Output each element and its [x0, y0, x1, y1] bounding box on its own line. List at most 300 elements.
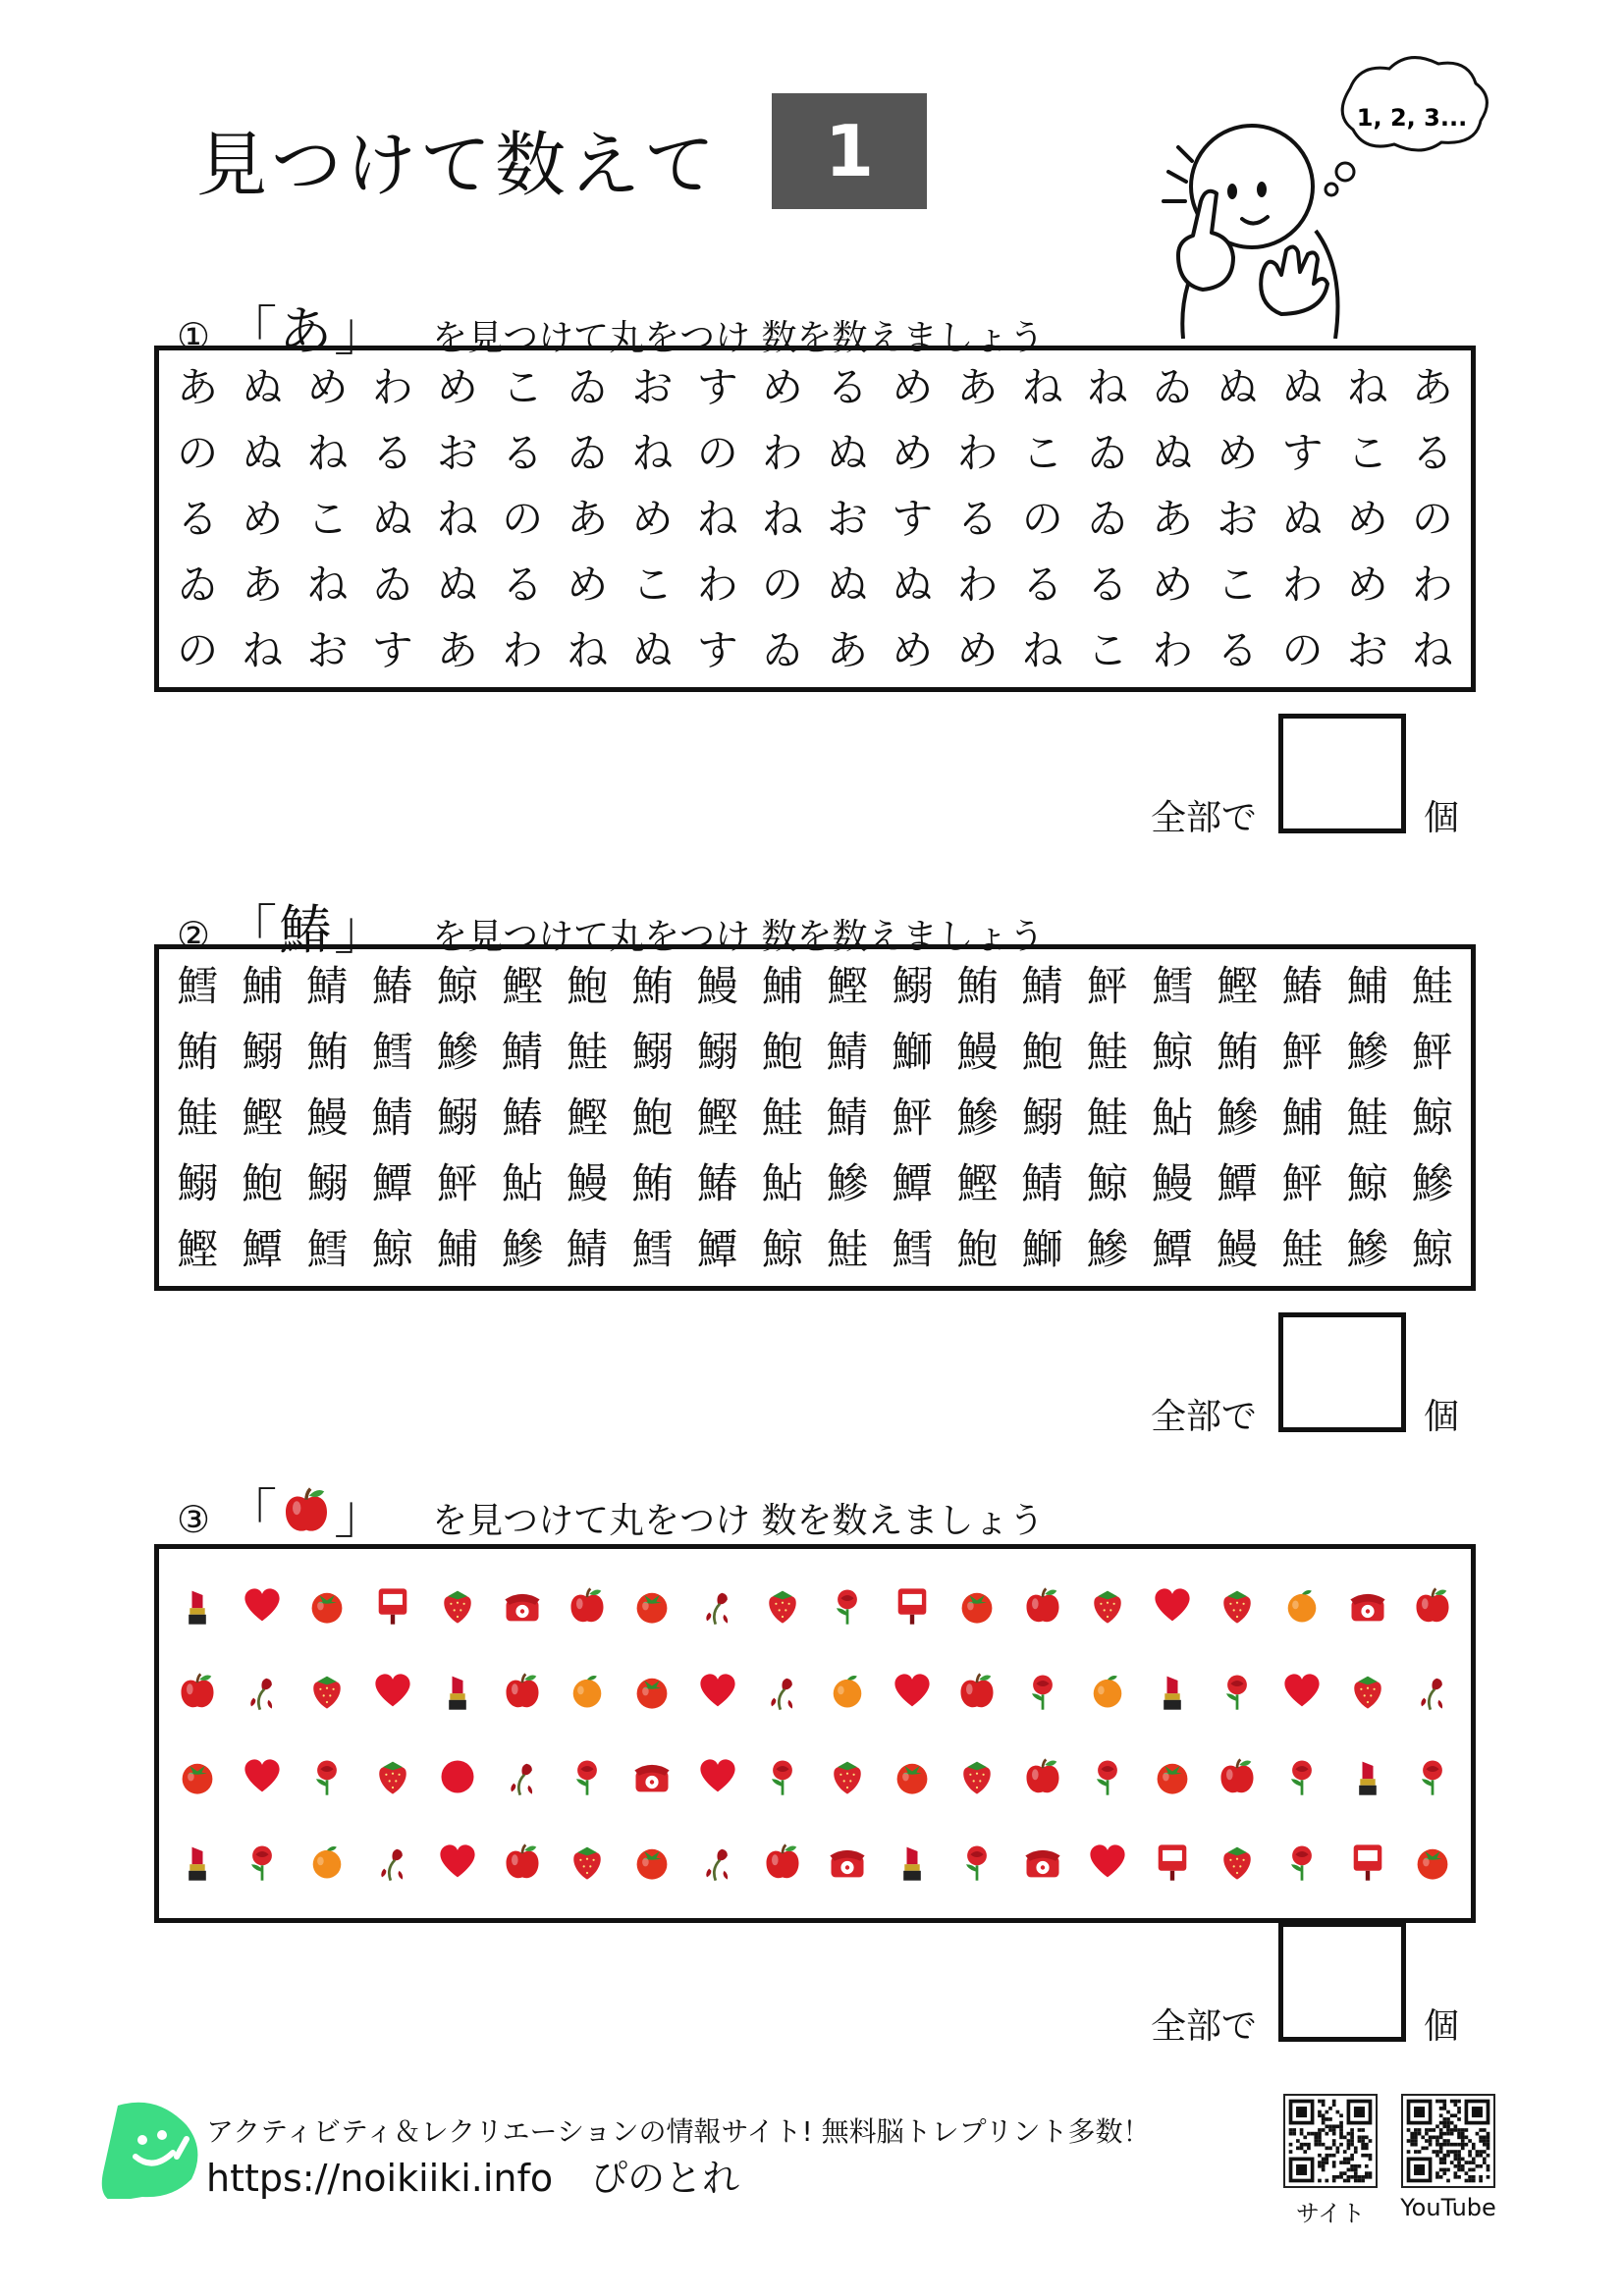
apple-icon: [501, 1841, 544, 1884]
hiragana-cell[interactable]: わ: [761, 429, 803, 477]
hiragana-cell[interactable]: わ: [1411, 561, 1453, 609]
kanji-cell[interactable]: 鰹: [567, 1094, 609, 1142]
kanji-cell[interactable]: 鱈: [371, 1028, 413, 1076]
kanji-cell[interactable]: 鰯: [1021, 1094, 1063, 1142]
hiragana-cell[interactable]: あ: [567, 495, 609, 543]
hiragana-cell[interactable]: お: [436, 429, 478, 477]
strawberry-cell[interactable]: [1205, 1563, 1270, 1648]
hiragana-cell[interactable]: わ: [1152, 626, 1194, 674]
hiragana-cell[interactable]: あ: [956, 363, 999, 411]
hiragana-cell[interactable]: ね: [242, 626, 284, 674]
rose-cell[interactable]: [1270, 1734, 1334, 1819]
hiragana-cell[interactable]: ぬ: [1217, 363, 1259, 411]
telephone-cell[interactable]: [1010, 1819, 1075, 1904]
hiragana-cell[interactable]: あ: [1152, 495, 1194, 543]
kanji-cell[interactable]: 鮭: [827, 1225, 869, 1273]
kanji-cell[interactable]: 鮭: [1281, 1225, 1324, 1273]
rose-cell[interactable]: [1270, 1819, 1334, 1904]
hiragana-cell[interactable]: ね: [436, 495, 478, 543]
tomato-cell[interactable]: [880, 1734, 945, 1819]
heart-cell[interactable]: [685, 1734, 750, 1819]
hiragana-cell[interactable]: め: [1217, 429, 1259, 477]
hiragana-cell[interactable]: の: [1021, 495, 1063, 543]
hiragana-cell[interactable]: あ: [177, 363, 219, 411]
hiragana-cell[interactable]: こ: [502, 363, 544, 411]
orange-cell[interactable]: [1075, 1648, 1140, 1734]
hiragana-cell[interactable]: め: [1152, 561, 1194, 609]
kanji-cell[interactable]: 鮎: [761, 1159, 803, 1207]
lipstick-cell[interactable]: [880, 1819, 945, 1904]
kanji-cell[interactable]: 鯆: [761, 962, 803, 1010]
heart-cell[interactable]: [1075, 1819, 1140, 1904]
kanji-cell[interactable]: 鰺: [827, 1159, 869, 1207]
hiragana-cell[interactable]: る: [827, 363, 869, 411]
hiragana-cell[interactable]: ね: [306, 561, 349, 609]
orange-cell[interactable]: [1270, 1563, 1334, 1648]
hiragana-cell[interactable]: る: [1086, 561, 1128, 609]
apple-cell[interactable]: [165, 1648, 230, 1734]
rose-cell[interactable]: [1205, 1648, 1270, 1734]
kanji-cell[interactable]: 鱈: [306, 1225, 349, 1273]
kanji-cell[interactable]: 鰤: [892, 1028, 934, 1076]
hiragana-cell[interactable]: る: [502, 561, 544, 609]
tomato-cell[interactable]: [165, 1734, 230, 1819]
hiragana-cell[interactable]: め: [242, 495, 284, 543]
lipstick-cell[interactable]: [165, 1563, 230, 1648]
kanji-cell[interactable]: 鰻: [567, 1159, 609, 1207]
kanji-cell[interactable]: 鯖: [567, 1225, 609, 1273]
rose-icon: [1280, 1755, 1324, 1798]
kanji-cell[interactable]: 鯨: [761, 1225, 803, 1273]
strawberry-icon: [1216, 1584, 1259, 1628]
kanji-cell[interactable]: 鰯: [306, 1159, 349, 1207]
hiragana-cell[interactable]: お: [306, 626, 349, 674]
telephone-cell[interactable]: [620, 1734, 684, 1819]
kanji-cell[interactable]: 鰻: [956, 1028, 999, 1076]
hiragana-cell[interactable]: ね: [1086, 363, 1128, 411]
kanji-cell[interactable]: 鰹: [956, 1159, 999, 1207]
apple-cell[interactable]: [945, 1648, 1009, 1734]
strawberry-icon: [566, 1841, 609, 1884]
kanji-cell[interactable]: 鰤: [1021, 1225, 1063, 1273]
hiragana-cell[interactable]: ぬ: [1281, 495, 1324, 543]
hiragana-cell[interactable]: ぬ: [1152, 429, 1194, 477]
kanji-cell[interactable]: 鯆: [436, 1225, 478, 1273]
rose-cell[interactable]: [945, 1819, 1009, 1904]
postbox-cell[interactable]: [360, 1563, 425, 1648]
hiragana-cell[interactable]: の: [177, 626, 219, 674]
hiragana-cell[interactable]: の: [502, 495, 544, 543]
tomato-cell[interactable]: [1140, 1734, 1205, 1819]
hiragana-cell[interactable]: す: [1281, 429, 1324, 477]
hiragana-cell[interactable]: め: [436, 363, 478, 411]
kanji-cell[interactable]: 鰺: [1346, 1225, 1388, 1273]
kanji-cell[interactable]: 鮭: [1411, 962, 1453, 1010]
lipstick-cell[interactable]: [425, 1648, 490, 1734]
heart-icon: [1086, 1841, 1129, 1884]
rose-cell[interactable]: [750, 1734, 815, 1819]
hiragana-cell[interactable]: あ: [1411, 363, 1453, 411]
kanji-cell[interactable]: 鱏: [892, 1159, 934, 1207]
hiragana-cell[interactable]: る: [177, 495, 219, 543]
rose-icon: [305, 1755, 349, 1798]
apple-cell[interactable]: [1010, 1563, 1075, 1648]
hiragana-cell[interactable]: ぬ: [242, 363, 284, 411]
hiragana-cell[interactable]: る: [1411, 429, 1453, 477]
hiragana-cell[interactable]: ぬ: [827, 561, 869, 609]
qr-code-site[interactable]: [1283, 2094, 1378, 2188]
hiragana-cell[interactable]: の: [1281, 626, 1324, 674]
kanji-cell[interactable]: 鰆: [371, 962, 413, 1010]
kanji-cell[interactable]: 鰹: [827, 962, 869, 1010]
apple-cell[interactable]: [1010, 1734, 1075, 1819]
apple-cell[interactable]: [750, 1819, 815, 1904]
telephone-icon: [630, 1755, 674, 1798]
strawberry-cell[interactable]: [750, 1563, 815, 1648]
tomato-cell[interactable]: [1400, 1819, 1465, 1904]
kanji-cell[interactable]: 鮑: [242, 1159, 284, 1207]
kanji-cell[interactable]: 鯨: [1152, 1028, 1194, 1076]
kanji-cell[interactable]: 鰺: [1217, 1094, 1259, 1142]
kanji-cell[interactable]: 鯨: [371, 1225, 413, 1273]
rose-cell[interactable]: [1400, 1734, 1465, 1819]
kanji-cell[interactable]: 鮃: [1281, 1028, 1324, 1076]
kanji-cell[interactable]: 鯨: [1411, 1225, 1453, 1273]
kanji-cell[interactable]: 鮭: [177, 1094, 219, 1142]
rose-cell[interactable]: [295, 1734, 359, 1819]
telephone-cell[interactable]: [815, 1819, 880, 1904]
apple-cell[interactable]: [1400, 1563, 1465, 1648]
heart-cell[interactable]: [230, 1734, 295, 1819]
kanji-cell[interactable]: 鱏: [242, 1225, 284, 1273]
kanji-cell[interactable]: 鯆: [242, 962, 284, 1010]
wilted-cell[interactable]: [490, 1734, 555, 1819]
hiragana-cell[interactable]: ね: [631, 429, 674, 477]
kanji-cell[interactable]: 鰹: [1217, 962, 1259, 1010]
kanji-cell[interactable]: 鯖: [827, 1094, 869, 1142]
kanji-cell[interactable]: 鮑: [631, 1094, 674, 1142]
kanji-cell[interactable]: 鮪: [631, 962, 674, 1010]
wilted-cell[interactable]: [1400, 1648, 1465, 1734]
hiragana-cell[interactable]: め: [892, 429, 934, 477]
kanji-cell[interactable]: 鱈: [892, 1225, 934, 1273]
hiragana-cell[interactable]: ね: [1346, 363, 1388, 411]
kanji-cell[interactable]: 鰺: [502, 1225, 544, 1273]
kanji-cell[interactable]: 鱈: [1152, 962, 1194, 1010]
kanji-cell[interactable]: 鯆: [1281, 1094, 1324, 1142]
telephone-cell[interactable]: [1335, 1563, 1400, 1648]
wilted-cell[interactable]: [750, 1648, 815, 1734]
kanji-cell[interactable]: 鰯: [177, 1159, 219, 1207]
kanji-cell[interactable]: 鱏: [371, 1159, 413, 1207]
hiragana-cell[interactable]: め: [892, 626, 934, 674]
kanji-cell[interactable]: 鮭: [1086, 1028, 1128, 1076]
hiragana-cell[interactable]: ゐ: [1152, 363, 1194, 411]
strawberry-cell[interactable]: [1075, 1563, 1140, 1648]
hiragana-cell[interactable]: ぬ: [892, 561, 934, 609]
kanji-cell[interactable]: 鰆: [502, 1094, 544, 1142]
kanji-grid: [154, 944, 1476, 1291]
kanji-cell[interactable]: 鮭: [567, 1028, 609, 1076]
hiragana-cell[interactable]: こ: [306, 495, 349, 543]
footer-url[interactable]: https://noikiiki.info ぴのとれ: [206, 2157, 740, 2200]
kanji-cell[interactable]: 鯖: [371, 1094, 413, 1142]
kanji-cell[interactable]: 鯖: [502, 1028, 544, 1076]
section-2-answer-box[interactable]: [1278, 1312, 1406, 1432]
hiragana-cell[interactable]: ぬ: [436, 561, 478, 609]
kanji-cell[interactable]: 鰯: [892, 962, 934, 1010]
hiragana-cell[interactable]: ゐ: [761, 626, 803, 674]
kanji-cell[interactable]: 鮪: [177, 1028, 219, 1076]
wilted-cell[interactable]: [685, 1819, 750, 1904]
telephone-icon: [501, 1584, 544, 1628]
strawberry-cell[interactable]: [555, 1819, 620, 1904]
kanji-cell[interactable]: 鮪: [956, 962, 999, 1010]
hiragana-cell[interactable]: ゐ: [177, 561, 219, 609]
rose-cell[interactable]: [555, 1734, 620, 1819]
hiragana-grid: [154, 346, 1476, 692]
strawberry-cell[interactable]: [295, 1648, 359, 1734]
hiragana-cell[interactable]: あ: [436, 626, 478, 674]
hiragana-cell[interactable]: め: [1346, 495, 1388, 543]
kanji-cell[interactable]: 鮃: [1411, 1028, 1453, 1076]
hiragana-cell[interactable]: こ: [1086, 626, 1128, 674]
wilted-cell[interactable]: [360, 1819, 425, 1904]
kanji-cell[interactable]: 鮑: [1021, 1028, 1063, 1076]
kanji-cell[interactable]: 鱏: [696, 1225, 738, 1273]
kanji-cell[interactable]: 鮑: [761, 1028, 803, 1076]
rose-cell[interactable]: [815, 1563, 880, 1648]
kanji-cell[interactable]: 鰹: [242, 1094, 284, 1142]
kanji-cell[interactable]: 鮃: [436, 1159, 478, 1207]
kanji-cell[interactable]: 鰯: [436, 1094, 478, 1142]
hiragana-cell[interactable]: め: [1346, 561, 1388, 609]
kanji-cell[interactable]: 鰯: [631, 1028, 674, 1076]
wilted-cell[interactable]: [685, 1563, 750, 1648]
postbox-cell[interactable]: [1140, 1819, 1205, 1904]
kanji-cell[interactable]: 鰺: [436, 1028, 478, 1076]
hiragana-cell[interactable]: ゐ: [1086, 429, 1128, 477]
kanji-cell[interactable]: 鮃: [1086, 962, 1128, 1010]
kanji-cell[interactable]: 鯆: [1346, 962, 1388, 1010]
hiragana-cell[interactable]: す: [696, 626, 738, 674]
qr-code-youtube[interactable]: [1401, 2094, 1495, 2188]
tomato-cell[interactable]: [620, 1819, 684, 1904]
hiragana-cell[interactable]: め: [567, 561, 609, 609]
kanji-cell[interactable]: 鮎: [502, 1159, 544, 1207]
hiragana-cell[interactable]: お: [1217, 495, 1259, 543]
kanji-cell[interactable]: 鯖: [1021, 1159, 1063, 1207]
section-1-answer-box[interactable]: [1278, 714, 1406, 833]
kanji-cell[interactable]: 鮭: [1346, 1094, 1388, 1142]
hiragana-cell[interactable]: お: [827, 495, 869, 543]
apple-cell[interactable]: [490, 1819, 555, 1904]
strawberry-cell[interactable]: [425, 1563, 490, 1648]
circle-cell[interactable]: [425, 1734, 490, 1819]
hiragana-cell[interactable]: ゐ: [567, 429, 609, 477]
hiragana-cell[interactable]: す: [696, 363, 738, 411]
postbox-cell[interactable]: [880, 1563, 945, 1648]
section-3-answer-box[interactable]: [1278, 1922, 1406, 2042]
heart-cell[interactable]: [1270, 1648, 1334, 1734]
kanji-cell[interactable]: 鰻: [1152, 1159, 1194, 1207]
kanji-cell[interactable]: 鮎: [1152, 1094, 1194, 1142]
kanji-cell[interactable]: 鮭: [761, 1094, 803, 1142]
heart-cell[interactable]: [685, 1648, 750, 1734]
hiragana-cell[interactable]: ぬ: [827, 429, 869, 477]
kanji-cell[interactable]: 鰯: [696, 1028, 738, 1076]
hiragana-cell[interactable]: お: [1346, 626, 1388, 674]
hiragana-cell[interactable]: ね: [761, 495, 803, 543]
hiragana-cell[interactable]: あ: [827, 626, 869, 674]
kanji-cell[interactable]: 鰹: [696, 1094, 738, 1142]
kanji-cell[interactable]: 鰺: [1086, 1225, 1128, 1273]
hiragana-cell[interactable]: ね: [1021, 363, 1063, 411]
hiragana-cell[interactable]: の: [177, 429, 219, 477]
kanji-cell[interactable]: 鰹: [502, 962, 544, 1010]
hiragana-cell[interactable]: す: [892, 495, 934, 543]
hiragana-cell[interactable]: わ: [1281, 561, 1324, 609]
hiragana-cell[interactable]: の: [1411, 495, 1453, 543]
hiragana-cell[interactable]: め: [306, 363, 349, 411]
heart-cell[interactable]: [1140, 1563, 1205, 1648]
hiragana-cell[interactable]: ゐ: [371, 561, 413, 609]
hiragana-cell[interactable]: の: [696, 429, 738, 477]
tomato-cell[interactable]: [295, 1563, 359, 1648]
postbox-cell[interactable]: [1335, 1819, 1400, 1904]
kanji-cell[interactable]: 鰆: [696, 1159, 738, 1207]
kanji-cell[interactable]: 鮃: [892, 1094, 934, 1142]
hiragana-cell[interactable]: ぬ: [631, 626, 674, 674]
apple-cell[interactable]: [490, 1648, 555, 1734]
hiragana-cell[interactable]: ね: [1021, 626, 1063, 674]
strawberry-cell[interactable]: [360, 1734, 425, 1819]
hiragana-cell[interactable]: ゐ: [1086, 495, 1128, 543]
strawberry-cell[interactable]: [945, 1734, 1009, 1819]
kanji-cell[interactable]: 鰺: [956, 1094, 999, 1142]
hiragana-cell[interactable]: ぬ: [371, 495, 413, 543]
lipstick-cell[interactable]: [1335, 1734, 1400, 1819]
hiragana-cell[interactable]: こ: [1021, 429, 1063, 477]
hiragana-cell[interactable]: る: [956, 495, 999, 543]
strawberry-icon: [1346, 1670, 1389, 1713]
hiragana-cell[interactable]: あ: [242, 561, 284, 609]
orange-cell[interactable]: [815, 1648, 880, 1734]
hiragana-cell[interactable]: わ: [502, 626, 544, 674]
heart-cell[interactable]: [880, 1648, 945, 1734]
hiragana-cell[interactable]: わ: [371, 363, 413, 411]
apple-cell[interactable]: [555, 1563, 620, 1648]
tomato-cell[interactable]: [945, 1563, 1009, 1648]
kanji-cell[interactable]: 鰹: [177, 1225, 219, 1273]
hiragana-cell[interactable]: お: [631, 363, 674, 411]
hiragana-cell[interactable]: ゐ: [567, 363, 609, 411]
kanji-cell[interactable]: 鱈: [177, 962, 219, 1010]
hiragana-cell[interactable]: る: [1021, 561, 1063, 609]
kanji-cell[interactable]: 鮪: [306, 1028, 349, 1076]
kanji-cell[interactable]: 鯨: [1086, 1159, 1128, 1207]
hiragana-cell[interactable]: ね: [567, 626, 609, 674]
hiragana-cell[interactable]: わ: [696, 561, 738, 609]
hiragana-cell[interactable]: こ: [631, 561, 674, 609]
hiragana-cell[interactable]: ぬ: [1281, 363, 1324, 411]
hiragana-cell[interactable]: す: [371, 626, 413, 674]
kanji-cell[interactable]: 鰻: [306, 1094, 349, 1142]
heart-cell[interactable]: [230, 1563, 295, 1648]
kanji-cell[interactable]: 鯖: [827, 1028, 869, 1076]
kanji-cell[interactable]: 鰯: [242, 1028, 284, 1076]
hiragana-cell[interactable]: め: [761, 363, 803, 411]
kanji-cell[interactable]: 鱈: [631, 1225, 674, 1273]
rose-cell[interactable]: [230, 1819, 295, 1904]
hiragana-cell[interactable]: る: [502, 429, 544, 477]
kanji-cell[interactable]: 鰺: [1411, 1159, 1453, 1207]
strawberry-cell[interactable]: [815, 1734, 880, 1819]
hiragana-cell[interactable]: ね: [306, 429, 349, 477]
hiragana-cell[interactable]: の: [761, 561, 803, 609]
hiragana-cell[interactable]: め: [631, 495, 674, 543]
kanji-cell[interactable]: 鰻: [696, 962, 738, 1010]
kanji-cell[interactable]: 鯖: [306, 962, 349, 1010]
kanji-cell[interactable]: 鮪: [631, 1159, 674, 1207]
kanji-cell[interactable]: 鮭: [1086, 1094, 1128, 1142]
strawberry-cell[interactable]: [1205, 1819, 1270, 1904]
kanji-cell[interactable]: 鰆: [1281, 962, 1324, 1010]
hiragana-cell[interactable]: ね: [696, 495, 738, 543]
hiragana-cell[interactable]: ね: [1411, 626, 1453, 674]
wilted-cell[interactable]: [230, 1648, 295, 1734]
lipstick-cell[interactable]: [165, 1819, 230, 1904]
kanji-cell[interactable]: 鯨: [1346, 1159, 1388, 1207]
hiragana-cell[interactable]: め: [892, 363, 934, 411]
lipstick-icon: [176, 1841, 219, 1884]
hiragana-cell[interactable]: め: [956, 626, 999, 674]
apple-cell[interactable]: [1205, 1734, 1270, 1819]
kanji-cell[interactable]: 鱏: [1152, 1225, 1194, 1273]
telephone-cell[interactable]: [490, 1563, 555, 1648]
tomato-cell[interactable]: [620, 1648, 684, 1734]
kanji-cell[interactable]: 鯨: [436, 962, 478, 1010]
kanji-cell[interactable]: 鯖: [1021, 962, 1063, 1010]
rose-cell[interactable]: [1010, 1648, 1075, 1734]
hiragana-cell[interactable]: ぬ: [242, 429, 284, 477]
hiragana-cell[interactable]: わ: [956, 561, 999, 609]
hiragana-cell[interactable]: る: [1217, 626, 1259, 674]
heart-cell[interactable]: [425, 1819, 490, 1904]
hiragana-cell[interactable]: わ: [956, 429, 999, 477]
rose-cell[interactable]: [1075, 1734, 1140, 1819]
kanji-cell[interactable]: 鮃: [1281, 1159, 1324, 1207]
hiragana-cell[interactable]: こ: [1346, 429, 1388, 477]
kanji-cell[interactable]: 鮑: [956, 1225, 999, 1273]
tomato-cell[interactable]: [620, 1563, 684, 1648]
orange-cell[interactable]: [555, 1648, 620, 1734]
tomato-icon: [1411, 1841, 1454, 1884]
lipstick-cell[interactable]: [1140, 1648, 1205, 1734]
kanji-cell[interactable]: 鱏: [1217, 1159, 1259, 1207]
orange-cell[interactable]: [295, 1819, 359, 1904]
kanji-cell[interactable]: 鰻: [1217, 1225, 1259, 1273]
hiragana-cell[interactable]: る: [371, 429, 413, 477]
tomato-icon: [305, 1584, 349, 1628]
kanji-cell[interactable]: 鰺: [1346, 1028, 1388, 1076]
strawberry-cell[interactable]: [1335, 1648, 1400, 1734]
heart-cell[interactable]: [360, 1648, 425, 1734]
kanji-cell[interactable]: 鮑: [567, 962, 609, 1010]
kanji-cell[interactable]: 鯨: [1411, 1094, 1453, 1142]
hiragana-cell[interactable]: こ: [1217, 561, 1259, 609]
kanji-cell[interactable]: 鮪: [1217, 1028, 1259, 1076]
